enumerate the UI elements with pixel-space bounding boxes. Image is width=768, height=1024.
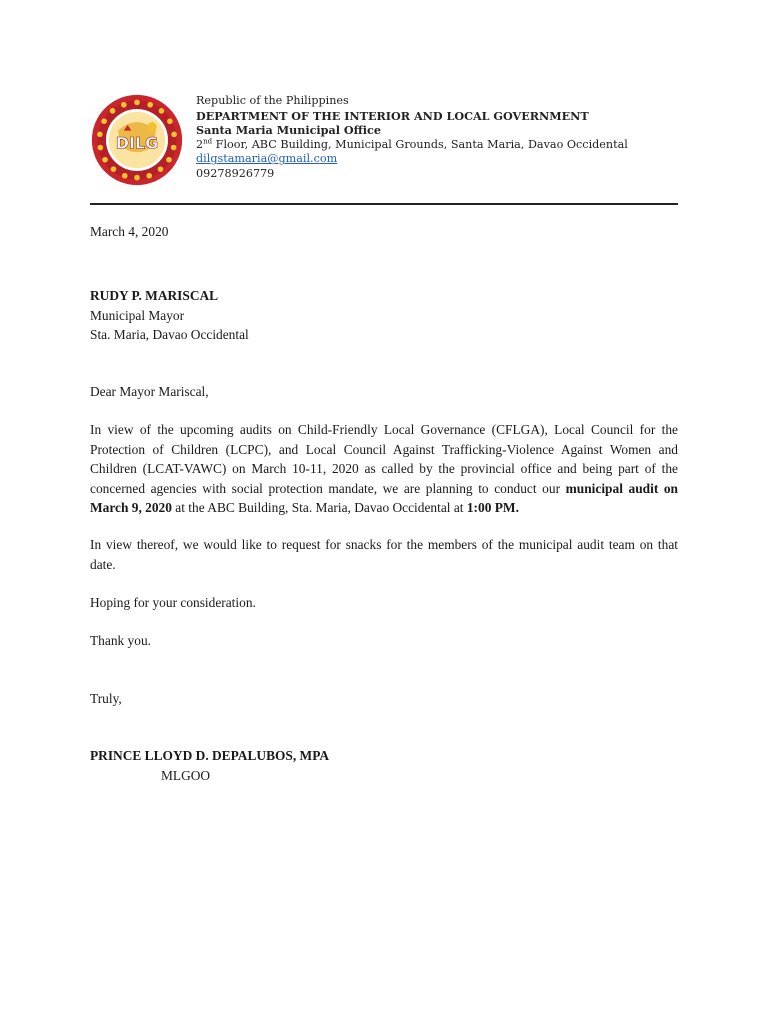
address-ordinal-suffix: nd — [203, 137, 213, 146]
republic-line: Republic of the Philippines — [196, 94, 349, 107]
recipient-title: Municipal Mayor — [90, 308, 185, 323]
signatory-title: MLGOO — [161, 768, 211, 783]
closing: Truly, — [90, 691, 122, 706]
body-paragraph-3: Hoping for your consideration. — [90, 595, 256, 610]
salutation: Dear Mayor Mariscal, — [90, 384, 209, 399]
letterhead — [196, 94, 676, 182]
address-floor-number: 2 — [196, 137, 204, 151]
para1-location: at the ABC Building, Sta. Maria, Davao Occidental at — [171, 500, 467, 515]
body-paragraph-1 — [90, 420, 678, 518]
recipient-address: Sta. Maria, Davao Occidental — [90, 327, 249, 342]
office-name: Santa Maria Municipal Office — [196, 123, 381, 138]
dilg-seal-logo — [90, 93, 184, 187]
recipient-name: RUDY P. MARISCAL — [90, 288, 219, 303]
email-link[interactable]: dilgstamaria@gmail.com — [196, 152, 338, 166]
thank-you: Thank you. — [90, 633, 151, 648]
para1-text: In view of the upcoming audits on Child-Friendly Local Governance (CFLGA), Local Council for the Protection of Children (LCPC), and Local Council Against Trafficking-Violence Against Women and Children (LCAT-VAWC) on March 10-11, 2020 as called by the provincial office and being part of the concerned agencies with social protection mandate, we are planning to conduct our — [90, 422, 678, 496]
para1-bold-time: 1:00 PM. — [466, 500, 519, 515]
letter-date: March 4, 2020 — [90, 224, 169, 239]
address-rest: Floor, ABC Building, Municipal Grounds, Santa Maria, Davao Occidental — [212, 137, 628, 151]
para1-bold-audit: municipal audit on March 9, 2020 — [90, 480, 678, 515]
office-address — [196, 138, 676, 153]
body-paragraph-2: In view thereof, we would like to request for snacks for the members of the municipal audit team on that date. — [90, 537, 678, 572]
signatory-name: PRINCE LLOYD D. DEPALUBOS, MPA — [90, 748, 330, 763]
seal-lettering: DILG — [115, 133, 159, 153]
phone-number: 09278926779 — [196, 166, 275, 180]
department-name: DEPARTMENT OF THE INTERIOR AND LOCAL GOVERNMENT — [196, 108, 589, 123]
header-divider — [90, 203, 678, 205]
